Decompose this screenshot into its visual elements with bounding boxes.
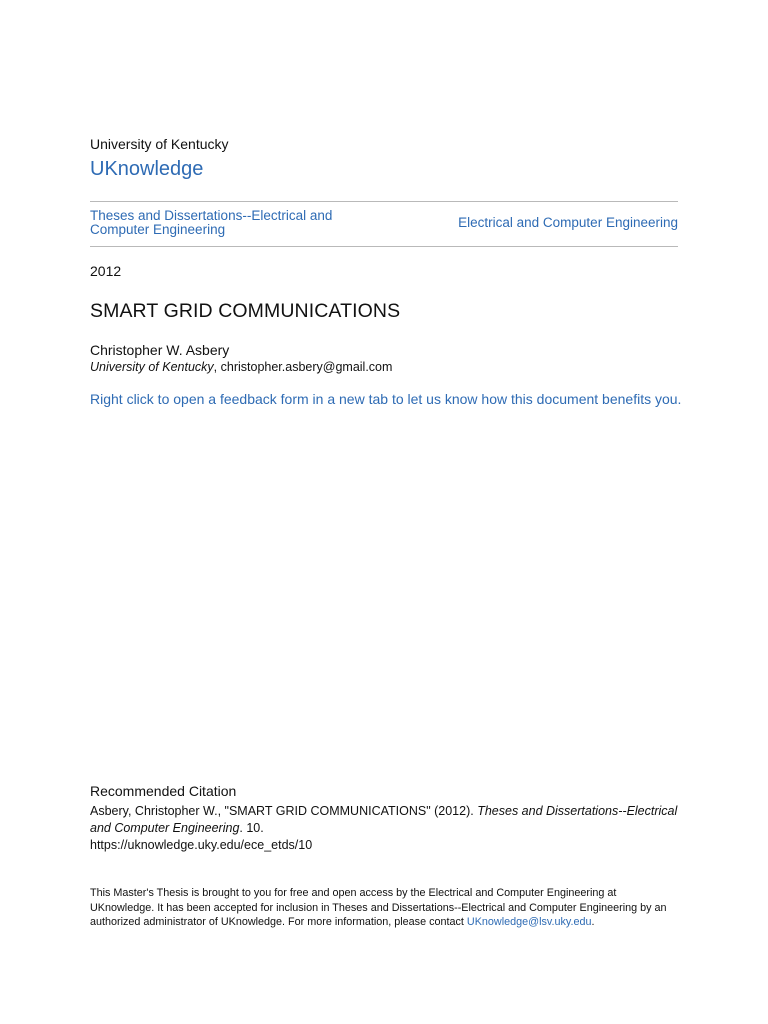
citation-series: Theses and Dissertations--Electrical and Computer Engineering: [90, 804, 678, 835]
citation-url: https://uknowledge.uky.edu/ece_etds/10: [90, 838, 313, 852]
affiliation-separator: ,: [213, 360, 221, 374]
collection-link-department[interactable]: Electrical and Computer Engineering: [458, 215, 678, 230]
citation-heading: Recommended Citation: [90, 783, 237, 799]
author-email: christopher.asbery@gmail.com: [220, 360, 393, 374]
publication-year: 2012: [90, 263, 122, 279]
citation-text: [90, 803, 678, 837]
citation-tail: . 10.: [239, 821, 264, 835]
document-title: SMART GRID COMMUNICATIONS: [90, 300, 401, 322]
citation-main: Asbery, Christopher W., "SMART GRID COMMUNICATIONS" (2012).: [90, 804, 478, 818]
affiliation-institution: University of Kentucky: [90, 360, 214, 374]
feedback-link[interactable]: Right click to open a feedback form in a new tab to let us know how this document benefits you.: [90, 391, 682, 407]
access-statement-text: This Master's Thesis is brought to you for free and open access by the Electrical and Computer Engineering at UKnowledge. It has been accepted for inclusion in Theses and Dissertations--Electrical and Computer Engineering by an authorized administrator of UKnowledge. For more information, please contact: [90, 887, 667, 928]
institution-name: University of Kentucky: [90, 136, 229, 152]
author-name: Christopher W. Asbery: [90, 342, 230, 358]
contact-email-link[interactable]: UKnowledge@lsv.uky.edu: [466, 916, 592, 928]
divider-bottom: [90, 246, 678, 247]
collection-link-theses[interactable]: Theses and Dissertations--Electrical and Computer Engineering: [90, 208, 333, 237]
access-statement: [90, 886, 678, 930]
repository-link[interactable]: UKnowledge: [90, 158, 204, 180]
access-statement-end: .: [591, 916, 595, 928]
author-affiliation: [90, 360, 392, 374]
cover-page: [90, 0, 682, 1024]
divider-top: [90, 201, 678, 202]
